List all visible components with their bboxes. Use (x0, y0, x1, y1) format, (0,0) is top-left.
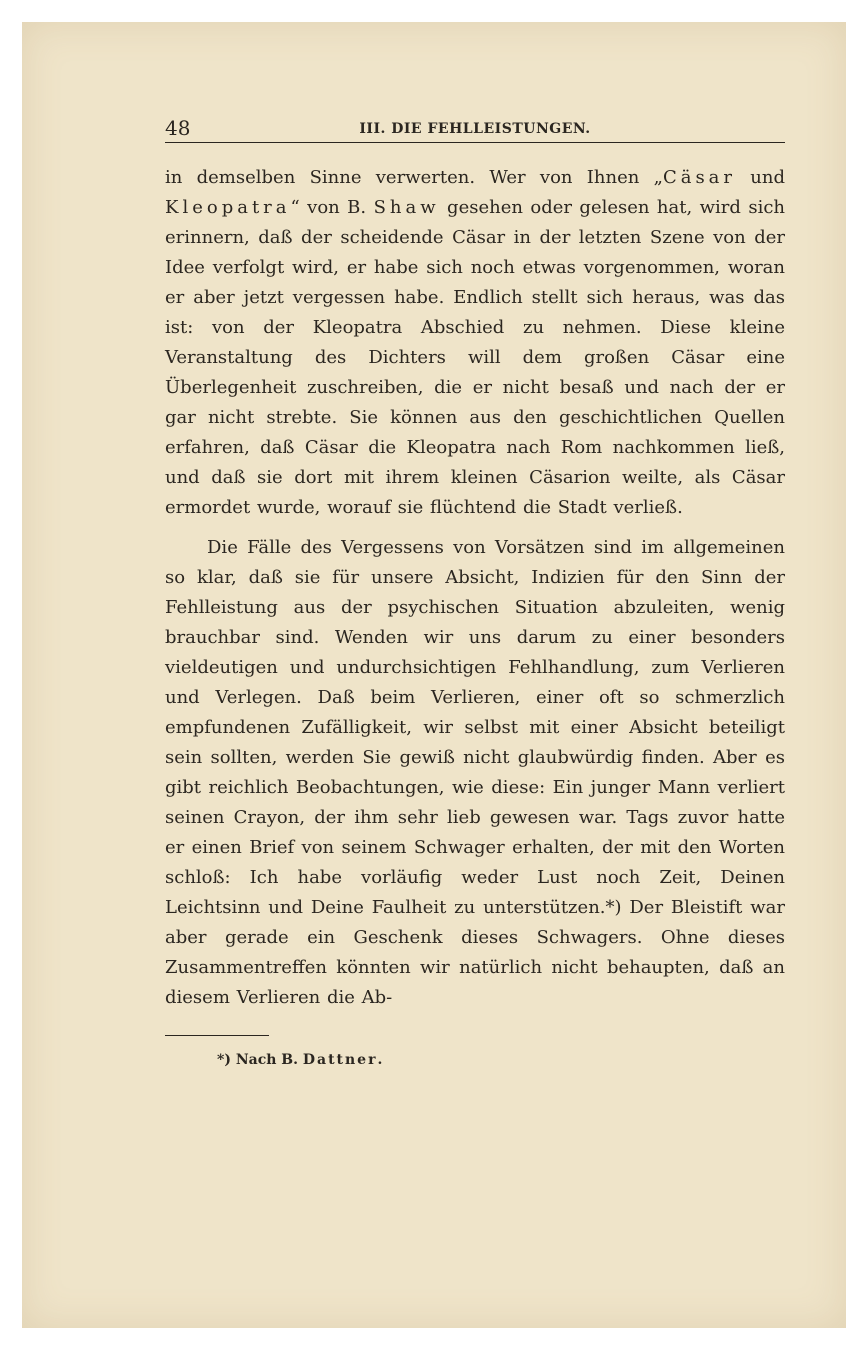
footnote (165, 1050, 785, 1070)
page-number: 48 (165, 116, 191, 140)
body-text (165, 163, 785, 1013)
footnote-suffix: . (377, 1052, 383, 1068)
spaced-title-caesar: Cäsar (662, 167, 737, 188)
spaced-author-shaw: Shaw (373, 197, 440, 218)
page-header (165, 112, 785, 143)
spaced-title-kleopatra: Kleopatra (165, 197, 291, 218)
footnote-author: Dattner (302, 1052, 378, 1068)
book-page (165, 112, 785, 1070)
paragraph-1 (165, 163, 785, 523)
running-title: III. DIE FEHLLEISTUNGEN. (359, 121, 591, 137)
paragraph-1-text-b: und (736, 167, 786, 188)
paragraph-1-text-a: in demselben Sinne verwerten. Wer von Ihnen „ (165, 167, 663, 188)
footnote-prefix: *) Nach B. (217, 1052, 303, 1068)
paragraph-2: Die Fälle des Vergessens von Vorsätzen sind im allgemeinen so klar, daß sie für unsere Absicht, Indizien für den Sinn der Fehlleistung aus der psychischen Situation abzuleiten, wenig brauchbar sind. Wenden wir uns darum zu einer besonders vieldeutigen und undurchsichtigen Fehlhandlung, zum Verlieren und Verlegen. Daß beim Verlieren, einer oft so schmerzlich empfundenen Zufälligkeit, wir selbst mit einer Absicht beteiligt sein sollten, werden Sie gewiß nicht glaubwürdig finden. Aber es gibt reichlich Beobachtungen, wie diese: Ein junger Mann verliert seinen Crayon, der ihm sehr lieb gewesen war. Tags zuvor hatte er einen Brief von seinem Schwager erhalten, der mit den Worten schloß: Ich habe vorläufig weder Lust noch Zeit, Deinen Leichtsinn und Deine Faulheit zu unterstützen.*) Der Bleistift war aber gerade ein Geschenk dieses Schwagers. Ohne dieses Zusammentreffen könnten wir natürlich nicht behaupten, daß an diesem Verlieren die Ab- (165, 537, 785, 1008)
footnote-rule (165, 1035, 269, 1036)
paragraph-1-text-c: “ von B. (290, 197, 374, 218)
paragraph-1-text-d: gesehen oder gelesen hat, wird sich erinnern, daß der scheidende Cäsar in der letzten Szene von der Idee verfolgt wird, er habe sich noch etwas vorgenommen, woran er aber jetzt vergessen habe. Endlich stellt sich heraus, was das ist: von der Kleopatra Abschied zu nehmen. Diese kleine Veranstaltung des Dichters will dem großen Cäsar eine Überlegenheit zuschreiben, die er nicht besaß und nach der er gar nicht strebte. Sie können aus den geschichtlichen Quellen erfahren, daß Cäsar die Kleopatra nach Rom nachkommen ließ, und daß sie dort mit ihrem kleinen Cäsarion weilte, als Cäsar ermordet wurde, worauf sie flüchtend die Stadt verließ. (165, 197, 785, 518)
